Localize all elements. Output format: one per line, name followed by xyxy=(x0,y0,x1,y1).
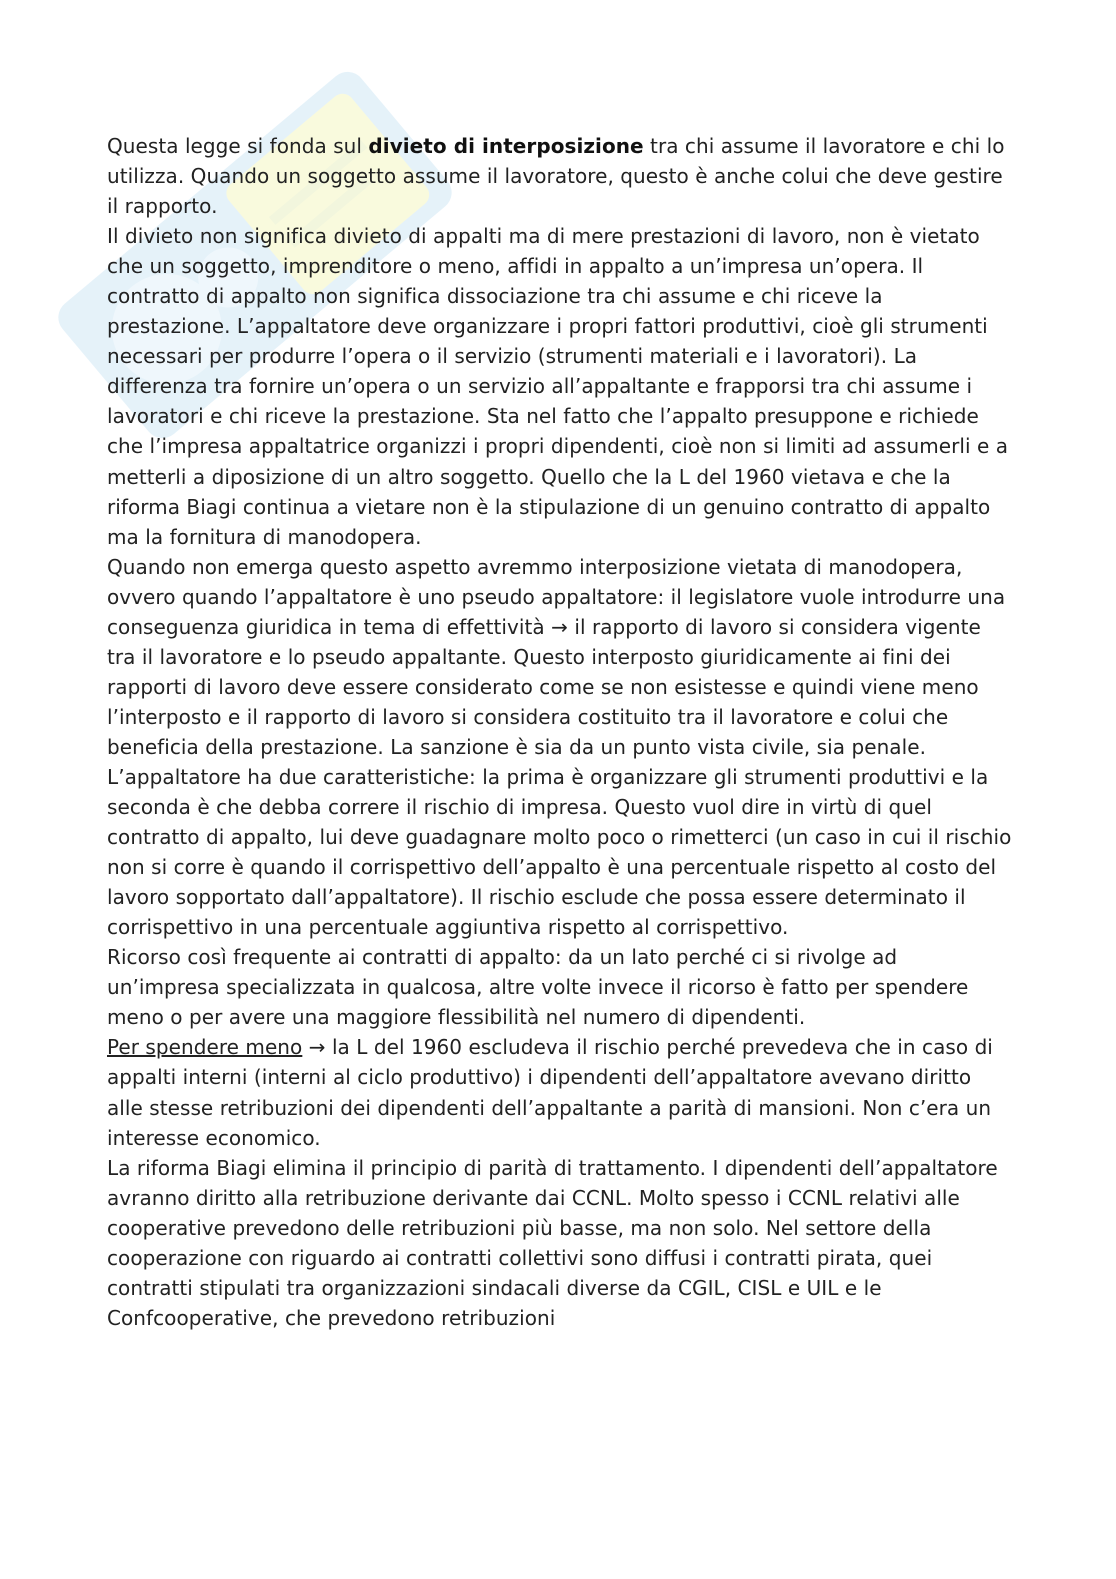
paragraph-4: L’appaltatore ha due caratteristiche: la prima è organizzare gli strumenti produttivi e la seconda è che debba correre il rischio di impresa. Questo vuol dire in virtù di quel contratto di appalto, lui deve guadagnare molto poco o rimetterci (un caso in cui il rischio non si corre è quando il corrispettivo dell’appalto è una percentuale rispetto al costo del lavoro sopportato dall’appaltatore). Il rischio esclude che possa essere determinato il corrispettivo in una percentuale aggiuntiva rispetto al corrispettivo. xyxy=(107,764,1012,940)
document-body xyxy=(107,131,1012,1333)
paragraph-1 xyxy=(107,131,1012,221)
paragraph-3: Quando non emerga questo aspetto avremmo interposizione vietata di manodopera, ovvero quando l’appaltatore è uno pseudo appaltatore: il legislatore vuole introdurre una conseguenza giuridica in tema di effettività → il rapporto di lavoro si considera vigente tra il lavoratore e lo pseudo appaltante. Questo interposto giuridicamente ai fini dei rapporti di lavoro deve essere considerato come se non esistesse e quindi viene meno l’interposto e il rapporto di lavoro si considera costituito tra il lavoratore e colui che beneficia della prestazione. La sanzione è sia da un punto vista civile, sia penale. xyxy=(107,554,1006,759)
paragraph-6 xyxy=(107,1032,1012,1152)
paragraph-1-tail-text: tra chi assume il lavoratore e chi lo utilizza. Quando un soggetto assume il lavoratore, questo è anche colui che deve gestire il rapporto. xyxy=(107,134,1005,219)
paragraph-7: La riforma Biagi elimina il principio di parità di trattamento. I dipendenti dell’appaltatore avranno diritto alla retribuzione derivante dai CCNL. Molto spesso i CCNL relativi alle cooperative prevedono delle retribuzioni più basse, ma non solo. Nel settore della cooperazione con riguardo ai contratti collettivi sono diffusi i contratti pirata, quei contratti stipulati tra organizzazioni sindacali diverse da CGIL, CISL e UIL e le Confcooperative, che prevedono retribuzioni xyxy=(107,1155,998,1330)
paragraph-1-lead-text: Questa legge si fonda sul xyxy=(107,134,369,158)
paragraph-6-tail-text: → la L del 1960 escludeva il rischio perché prevedeva che in caso di appalti interni (interni al ciclo produttivo) i dipendenti dell’appaltatore avevano diritto alle stesse retribuzioni dei dipendenti dell’appaltante a parità di mansioni. Non c’era un interesse economico. xyxy=(107,1035,993,1150)
paragraph-2: Il divieto non significa divieto di appalti ma di mere prestazioni di lavoro, non è vietato che un soggetto, imprenditore o meno, affidi in appalto a un’impresa un’opera. Il contratto di appalto non significa dissociazione tra chi assume e chi riceve la prestazione. L’appaltatore deve organizzare i propri fattori produttivi, cioè gli strumenti necessari per produrre l’opera o il servizio (strumenti materiali e i lavoratori). La differenza tra fornire un’opera o un servizio all’appaltante e frapporsi tra chi assume i lavoratori e chi riceve la prestazione. Sta nel fatto che l’appalto presuppone e richiede che l’impresa appaltatrice organizzi i propri dipendenti, cioè non si limiti ad assumerli e a metterli a diposizione di un altro soggetto. Quello che la L del 1960 vietava e che la riforma Biagi continua a vietare non è la stipulazione di un genuino contratto di appalto ma la fornitura di manodopera. xyxy=(107,224,1009,549)
bold-term: divieto di interposizione xyxy=(368,134,644,158)
underlined-heading: Per spendere meno xyxy=(107,1035,303,1060)
paragraph-5: Ricorso così frequente ai contratti di appalto: da un lato perché ci si rivolge ad un’impresa specializzata in qualcosa, altre volte invece il ricorso è fatto per spendere meno o per avere una maggiore flessibilità nel numero di dipendenti. xyxy=(107,945,969,1030)
